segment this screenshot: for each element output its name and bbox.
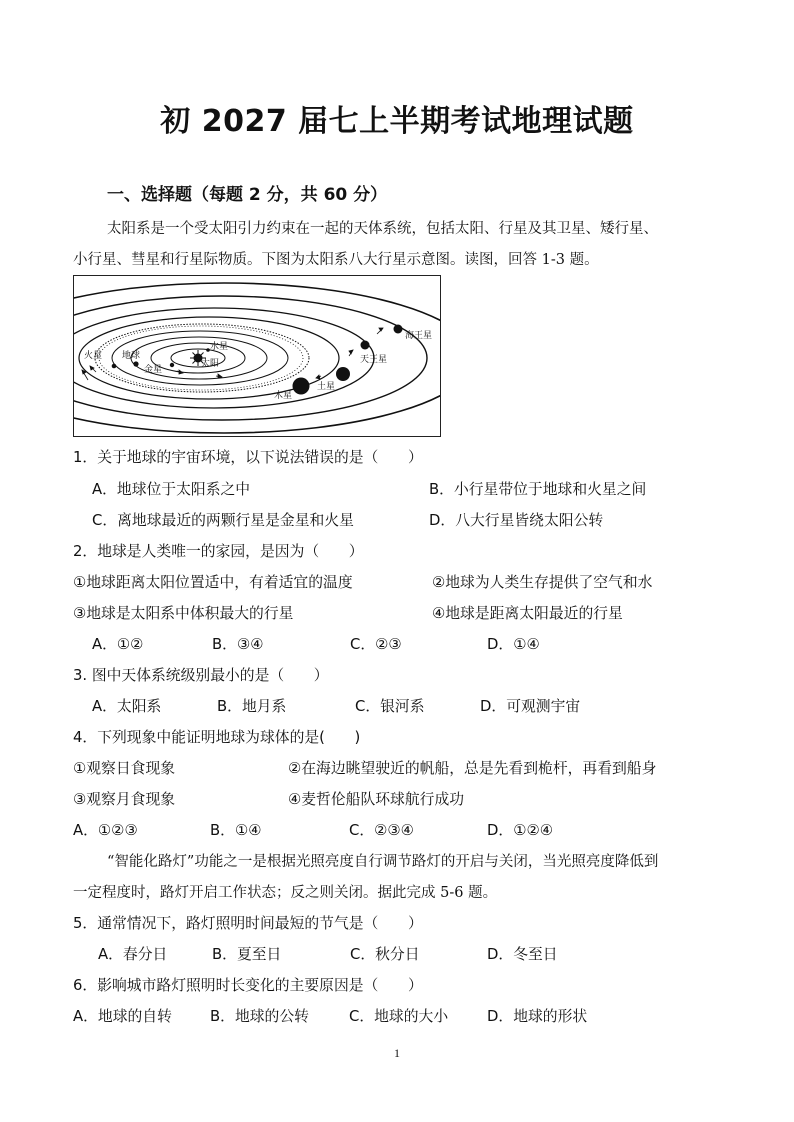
venus-icon [170,363,174,367]
q4-option-c[interactable]: C．②③④ [349,822,414,839]
q6-option-d[interactable]: D．地球的形状 [487,1008,588,1025]
question-2-stem: 2．地球是人类唯一的家园，是因为（ ） [73,543,364,560]
q1-option-d[interactable]: D．八大行星皆绕太阳公转 [429,512,604,529]
q5-option-c[interactable]: C．秋分日 [350,946,420,963]
solar-system-figure [73,275,441,437]
label-sun: 太阳 [201,359,220,369]
uranus-icon [361,341,370,350]
q2-option-c[interactable]: C．②③ [350,636,402,653]
q1-option-c[interactable]: C．离地球最近的两颗行星是金星和火星 [92,512,354,529]
q3-option-d[interactable]: D．可观测宇宙 [480,698,581,715]
label-neptune: 海王星 [405,331,433,341]
orbit-saturn [74,308,374,408]
jupiter-icon [293,378,310,395]
section-heading: 一、选择题（每题 2 分，共 60 分） [107,185,388,205]
q6-option-c[interactable]: C．地球的大小 [349,1008,449,1025]
question-6-stem: 6．影响城市路灯照明时长变化的主要原因是（ ） [73,977,423,994]
question-3-stem: 3. 图中天体系统级别最小的是（ ） [73,667,329,684]
label-jupiter: 木星 [274,391,293,401]
q2-option-b[interactable]: B．③④ [212,636,264,653]
q4-statement-4: ④麦哲伦船队环球航行成功 [288,791,465,808]
q2-option-d[interactable]: D．①④ [487,636,540,653]
q6-option-b[interactable]: B．地球的公转 [210,1008,309,1025]
q3-option-c[interactable]: C．银河系 [355,698,425,715]
q4-option-b[interactable]: B．①④ [210,822,262,839]
label-earth: 地球 [122,351,141,361]
streetlight-line-2: 一定程度时，路灯开启工作状态；反之则关闭。据此完成 5-6 题。 [73,885,498,901]
question-1-stem: 1．关于地球的宇宙环境，以下说法错误的是（ ） [73,449,423,466]
q5-option-b[interactable]: B．夏至日 [212,946,282,963]
intro-line-1: 太阳系是一个受太阳引力约束在一起的天体系统，包括太阳、行星及其卫星、矮行星、 [107,221,658,237]
q2-statement-1: ①地球距离太阳位置适中，有着适宜的温度 [73,574,353,591]
q2-statement-4: ④地球是距离太阳最近的行星 [432,605,623,622]
question-5-stem: 5．通常情况下，路灯照明时间最短的节气是（ ） [73,915,423,932]
label-mercury: 水星 [210,342,229,352]
label-venus: 金星 [144,365,163,375]
streetlight-line-1: “智能化路灯”功能之一是根据光照亮度自行调节路灯的开启与关闭，当光照亮度降低到 [107,854,659,870]
label-saturn: 土星 [317,382,336,392]
q4-statement-1: ①观察日食现象 [73,760,176,777]
question-4-stem: 4．下列现象中能证明地球为球体的是( ) [73,729,361,746]
q5-option-d[interactable]: D．冬至日 [487,946,558,963]
label-mars: 火星 [84,351,103,361]
solar-system-diagram [74,276,440,436]
page-title: 初 2027 届七上半期考试地理试题 [160,104,634,139]
q2-statement-2: ②地球为人类生存提供了空气和水 [432,574,653,591]
q4-option-a[interactable]: A．①②③ [73,822,138,839]
q3-option-b[interactable]: B．地月系 [217,698,287,715]
q6-option-a[interactable]: A．地球的自转 [73,1008,172,1025]
q1-option-a[interactable]: A．地球位于太阳系之中 [92,481,251,498]
mars-icon [112,364,117,369]
q4-option-d[interactable]: D．①②④ [487,822,553,839]
q4-statement-3: ③观察月食现象 [73,791,176,808]
q2-statement-3: ③地球是太阳系中体积最大的行星 [73,605,294,622]
neptune-icon [394,325,403,334]
saturn-icon [336,367,350,381]
q5-option-a[interactable]: A．春分日 [98,946,168,963]
q2-option-a[interactable]: A．①② [92,636,144,653]
label-uranus: 天王星 [360,355,388,365]
q3-option-a[interactable]: A．太阳系 [92,698,162,715]
page-number: 1 [394,1046,400,1060]
q4-statement-2: ②在海边眺望驶近的帆船，总是先看到桅杆，再看到船身 [288,760,657,777]
earth-icon [133,361,138,366]
q1-option-b[interactable]: B．小行星带位于地球和火星之间 [429,481,647,498]
intro-line-2: 小行星、彗星和行星际物质。下图为太阳系八大行星示意图。读图，回答 1-3 题。 [73,252,599,268]
